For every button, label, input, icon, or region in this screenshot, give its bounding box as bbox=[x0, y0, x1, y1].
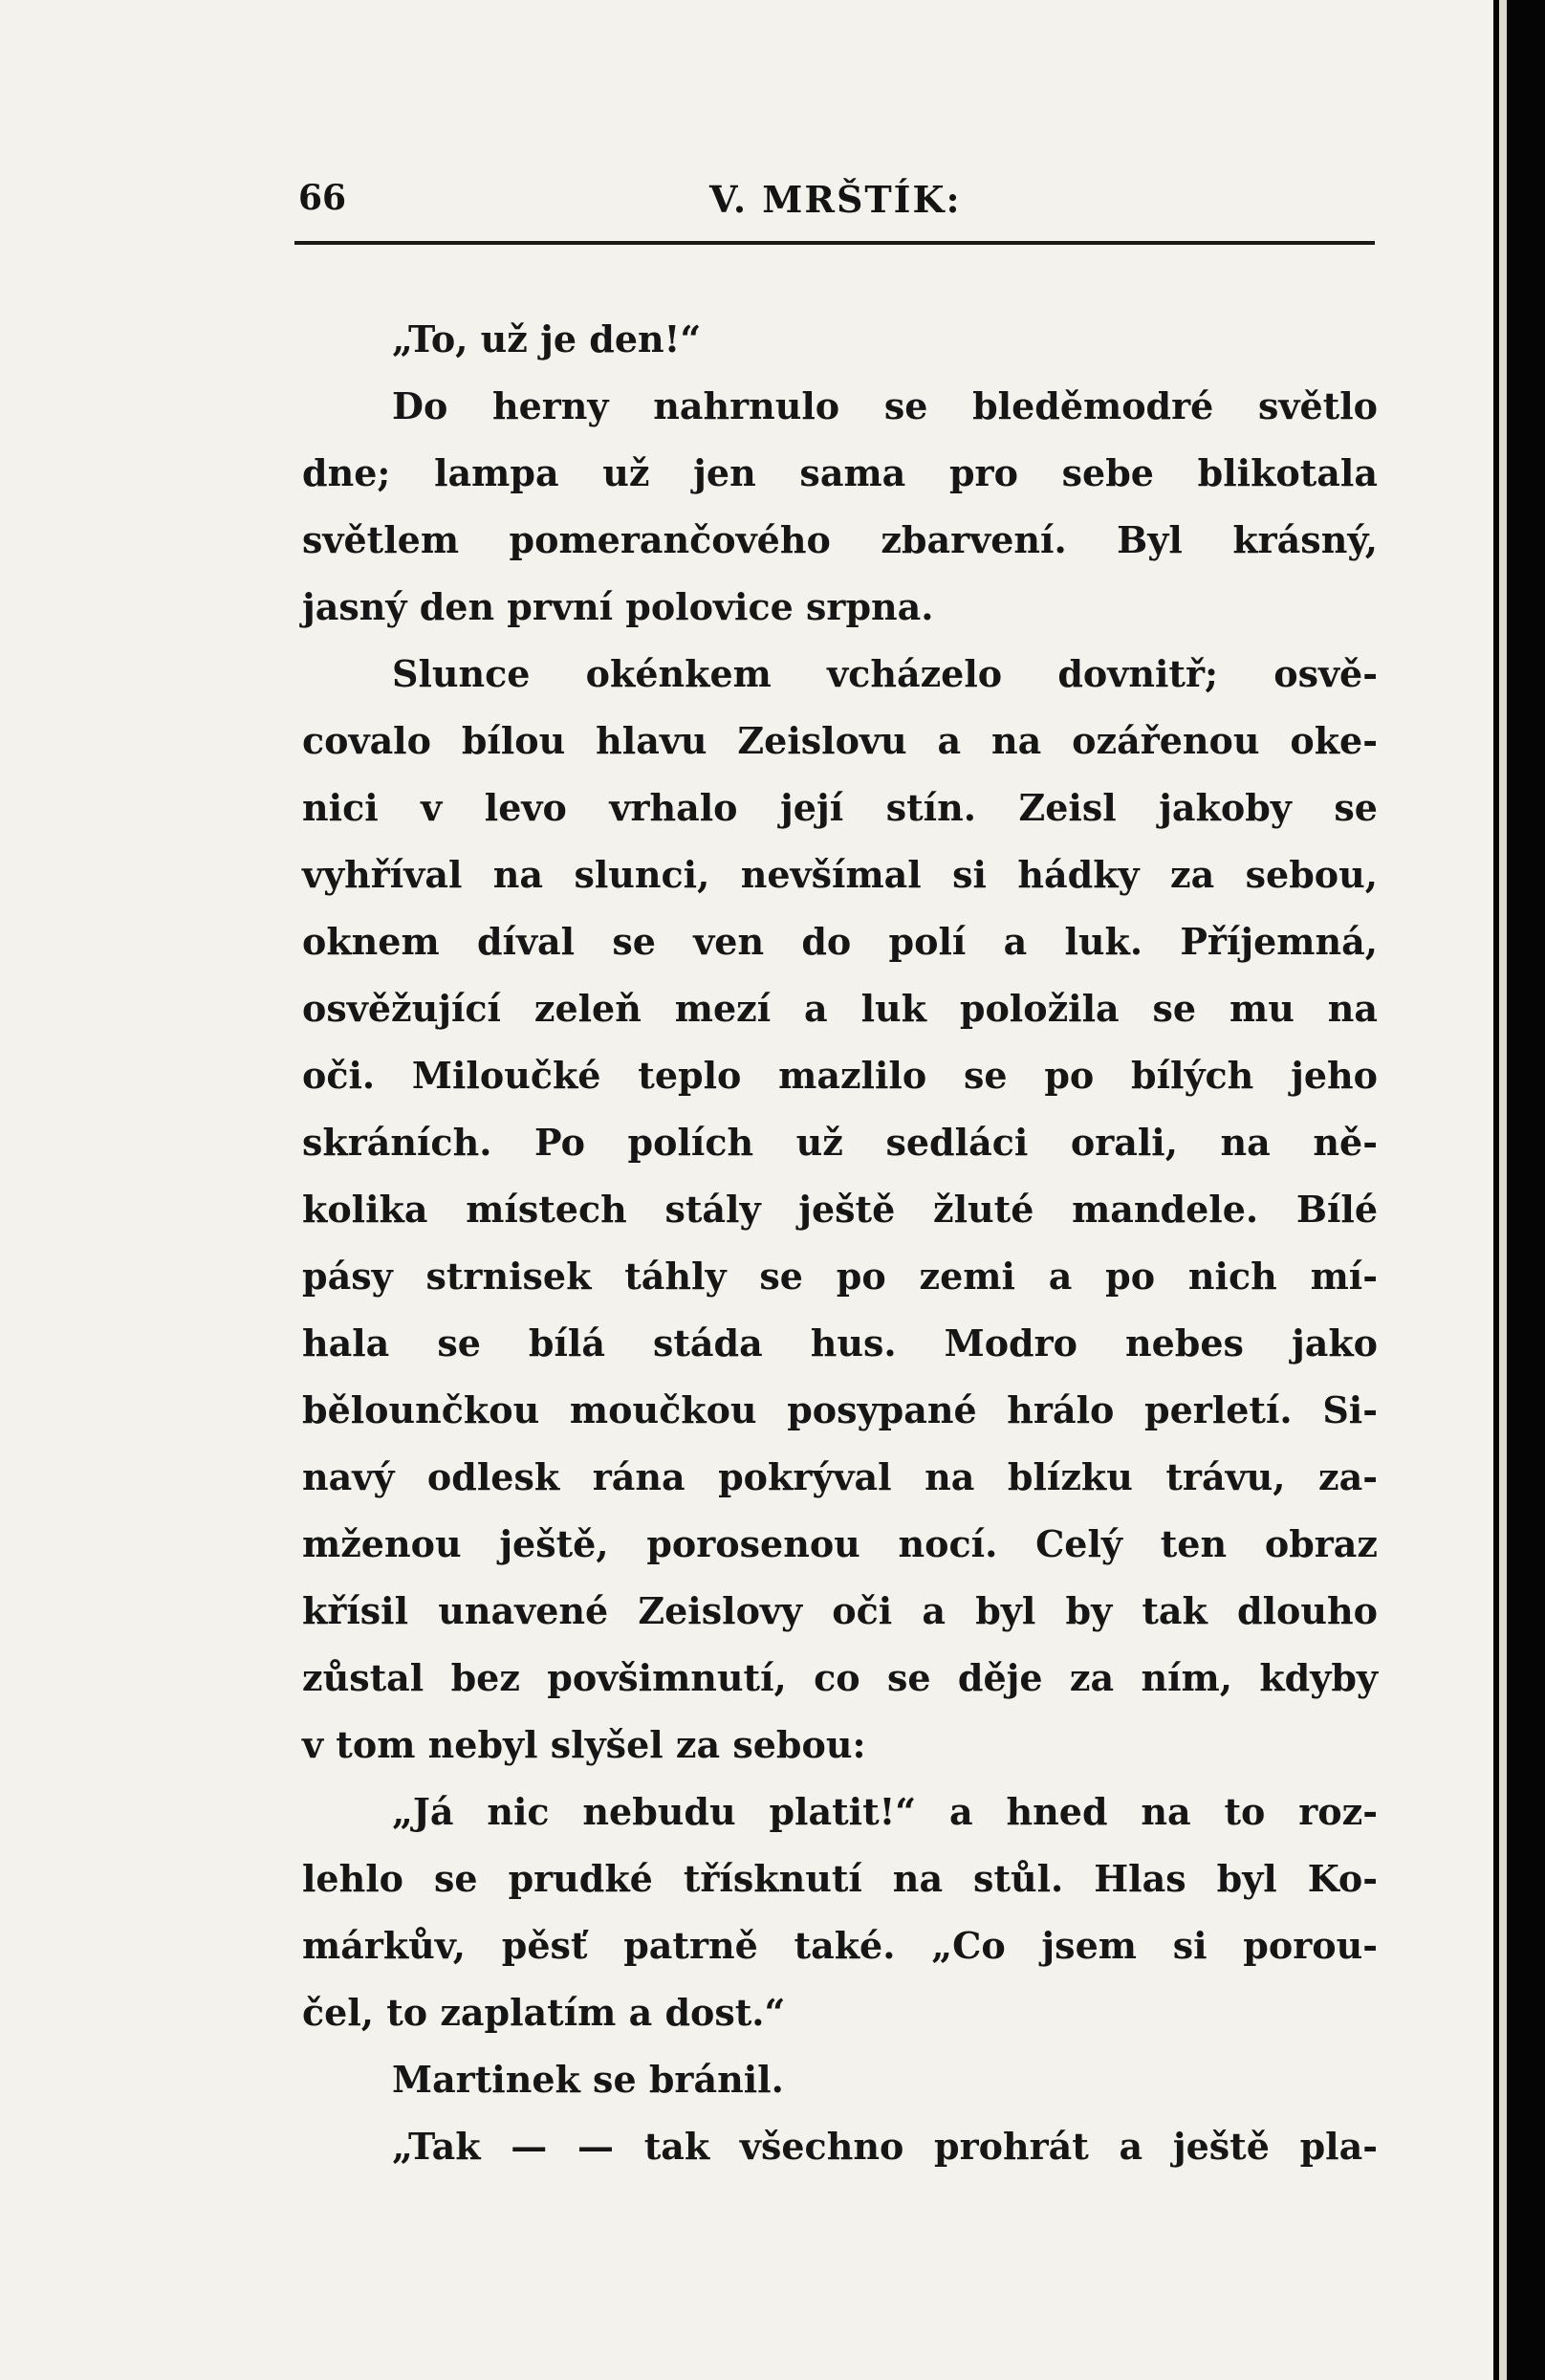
text-line: křísil unavené Zeislovy oči a byl by tak dlouho bbox=[302, 1589, 1378, 1632]
header-rule bbox=[294, 241, 1375, 245]
text-line: Slunce okénkem vcházelo dovnitř; osvě- bbox=[392, 652, 1378, 695]
running-head-author: V. MRŠTÍK: bbox=[709, 178, 962, 221]
scan-edge-line bbox=[1499, 0, 1507, 2380]
text-line: „To, už je den!“ bbox=[392, 317, 702, 360]
text-line: dne; lampa už jen sama pro sebe blikotala bbox=[302, 451, 1378, 494]
text-line: mženou ještě, porosenou nocí. Celý ten obraz bbox=[302, 1522, 1378, 1565]
text-line: zůstal bez povšimnutí, co se děje za ním, kdyby bbox=[302, 1656, 1378, 1699]
text-line: jasný den první polovice srpna. bbox=[302, 585, 934, 628]
text-line: lehlo se prudké třísknutí na stůl. Hlas byl Ko- bbox=[302, 1857, 1378, 1900]
text-line: v tom nebyl slyšel za sebou: bbox=[302, 1723, 866, 1766]
running-head bbox=[298, 172, 1369, 229]
text-line: covalo bílou hlavu Zeislovu a na ozářenou oke- bbox=[302, 719, 1378, 762]
text-line: skráních. Po polích už sedláci orali, na ně- bbox=[302, 1121, 1378, 1164]
text-line: márkův, pěsť patrně také. „Co jsem si porou- bbox=[302, 1924, 1378, 1967]
text-line: pásy strnisek táhly se po zemi a po nich mí- bbox=[302, 1255, 1378, 1298]
text-line: hala se bílá stáda hus. Modro nebes jako bbox=[302, 1321, 1378, 1365]
text-line: světlem pomerančového zbarvení. Byl krásný, bbox=[302, 518, 1378, 561]
text-line: čel, to zaplatím a dost.“ bbox=[302, 1991, 786, 2034]
text-line: vyhříval na slunci, nevšímal si hádky za sebou, bbox=[302, 853, 1378, 896]
text-line: navý odlesk rána pokrýval na blízku trávu, za- bbox=[302, 1455, 1378, 1498]
text-line: „Tak — — tak všechno prohrát a ještě pla- bbox=[392, 2125, 1378, 2168]
text-line: oči. Miloučké teplo mazlilo se po bílých jeho bbox=[302, 1054, 1378, 1097]
text-line: oknem díval se ven do polí a luk. Příjemná, bbox=[302, 920, 1378, 963]
text-line: „Já nic nebudu platit!“ a hned na to roz- bbox=[392, 1790, 1378, 1833]
text-line: Do herny nahrnulo se bleděmodré světlo bbox=[392, 384, 1378, 427]
body-text bbox=[302, 306, 1378, 2180]
text-line: bělounčkou moučkou posypané hrálo perletí. Si- bbox=[302, 1388, 1378, 1431]
text-line: Martinek se bránil. bbox=[392, 2058, 784, 2101]
text-line: osvěžující zeleň mezí a luk položila se mu na bbox=[302, 987, 1378, 1030]
page-number: 66 bbox=[298, 178, 347, 218]
text-line: kolika místech stály ještě žluté mandele. Bílé bbox=[302, 1188, 1378, 1231]
text-line: nici v levo vrhalo její stín. Zeisl jakoby se bbox=[302, 786, 1378, 829]
